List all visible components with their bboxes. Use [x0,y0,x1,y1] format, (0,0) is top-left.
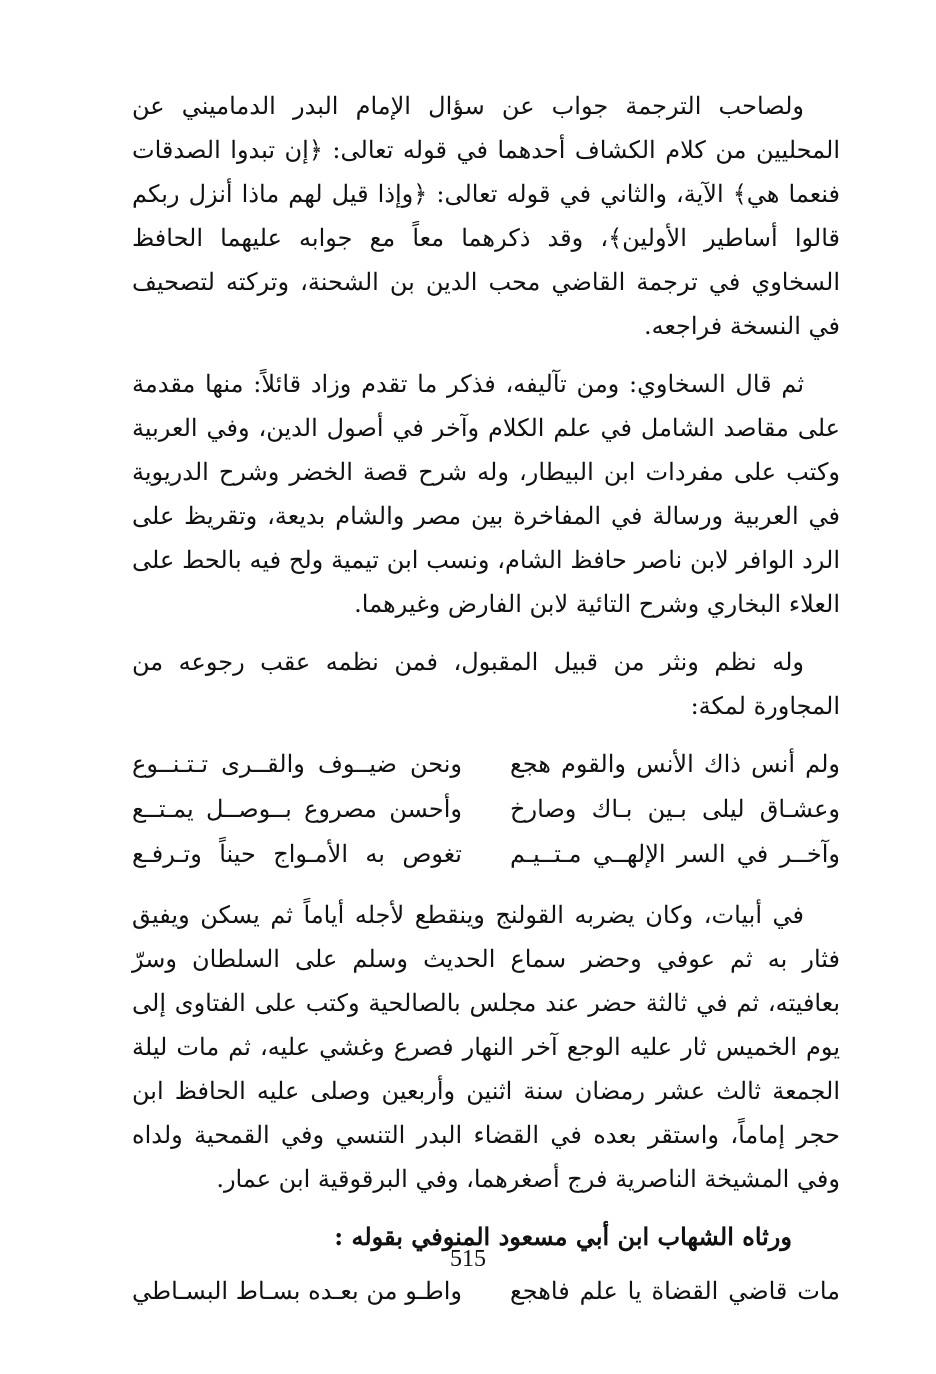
verse-second-hemistich: ونحن ضيــوف والقــرى تـتـنــوع [132,750,462,778]
verse-first-hemistich: مات قاضي القضاة يا علم فاهجع [510,1277,840,1305]
verse-line [132,832,840,877]
verse-first-hemistich: ولم أنس ذاك الأنس والقوم هجع [510,750,840,778]
verse-second-hemistich: وأحسن مصروع بــوصــل يمـتــع [132,795,462,823]
verse-line [132,742,840,787]
paragraph-4: في أبيات، وكان يضربه القولنج وينقطع لأجله أياماً ثم يسكن ويفيق فثار به ثم عوفي وحضر سماع الحديث وسلم على السلطان وسرّ بعافيته، ثم في ثالثة حضر عند مجلس بالصالحية وكتب على الفتاوى إلى يوم الخميس ثار عليه الوجع آخر النهار فصرع وغشي عليه، ثم مات ليلة الجمعة ثالث عشر رمضان سنة اثنين وأربعين وصلى عليه الحافظ ابن حجر إماماً، واستقر بعده في القضاء البدر التنسي وفي القمحية ولداه وفي المشيخة الناصرية فرج أصغرهما، وفي البرقوقية ابن عمار. [132,901,841,1193]
section-heading: ورثاه الشهاب ابن أبي مسعود المنوفي بقوله : [334,1222,792,1251]
paragraph-3: وله نظم ونثر من قبيل المقبول، فمن نظمه عقب رجوعه من المجاورة لمكة: [132,648,840,720]
verse-first-hemistich: وآخــر في السر الإلهــي مـتــيـم [510,840,840,868]
page-number: 515 [450,1246,486,1272]
paragraph-1: ولصاحب الترجمة جواب عن سؤال الإمام البدر الدماميني عن المحليين من كلام الكشاف أحدهما في قوله تعالى: ﴿إن تبدوا الصدقات فنعما هي﴾ الآية، والثاني في قوله تعالى: ﴿وإذا قيل لهم ماذا أنزل ربكم قالوا أساطير الأولين﴾، وقد ذكرهما معاً مع جوابه عليهما الحافظ السخاوي في ترجمة القاضي محب الدين بن الشحنة، وتركته لتصحيف في النسخة فراجعه. [132,92,840,340]
verse-second-hemistich: واطـو من بعـده بسـاط البسـاطي [132,1277,462,1305]
poem [132,742,840,877]
page-body [132,84,840,1314]
verse-first-hemistich: وعشـاق ليلى بـين بـاك وصارخ [510,795,840,823]
verse-line [132,787,840,832]
elegy-verse [132,1269,840,1314]
verse-second-hemistich: تغوص به الأمـواج حيناً وتـرفـع [132,840,462,868]
paragraph-2: ثم قال السخاوي: ومن تآليفه، فذكر ما تقدم وزاد قائلاً: منها مقدمة على مقاصد الشامل في علم الكلام وآخر في أصول الدين، وفي العربية وكتب على مفردات ابن البيطار، وله شرح قصة الخضر وشرح الدريوية في العربية ورسالة في المفاخرة بين مصر والشام بديعة، وتقريظ على الرد الوافر لابن ناصر حافظ الشام، ونسب ابن تيمية ولح فيه بالحط على العلاء البخاري وشرح التائية لابن الفارض وغيرهما. [132,370,840,618]
